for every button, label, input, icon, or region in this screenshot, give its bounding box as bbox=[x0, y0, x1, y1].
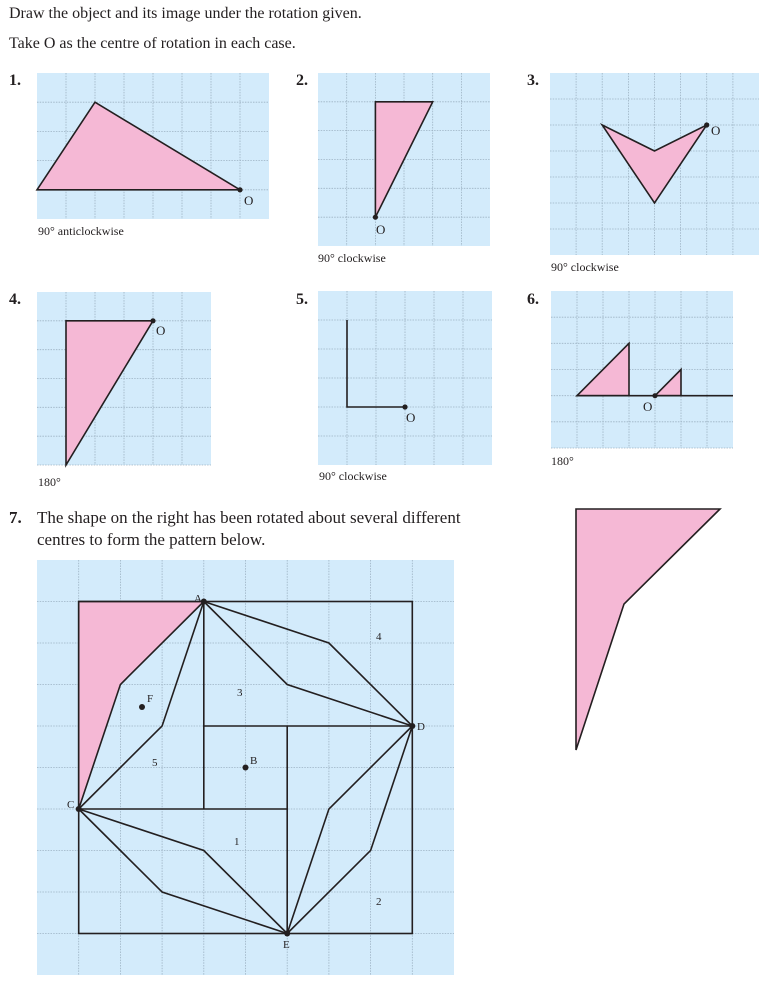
instruction-line-1: Draw the object and its image under the rotation given. bbox=[9, 5, 362, 22]
centre-label: O bbox=[156, 323, 166, 338]
question-7-number: 7. bbox=[9, 508, 22, 527]
question-7-text-line-2: centres to form the pattern below. bbox=[37, 530, 266, 549]
centre-label: O bbox=[406, 410, 416, 425]
point-f bbox=[139, 704, 145, 710]
question-6-number: 6. bbox=[527, 291, 539, 308]
label-d: D bbox=[417, 721, 425, 733]
question-3-rotation: 90° clockwise bbox=[551, 260, 619, 274]
question-7-pattern-grid bbox=[37, 560, 454, 975]
centre-label: O bbox=[643, 399, 653, 414]
centre-point-o bbox=[704, 122, 709, 127]
question-7-reference-shape bbox=[570, 505, 730, 755]
question-6-rotation: 180° bbox=[551, 454, 574, 468]
region-label-3: 3 bbox=[237, 687, 243, 699]
question-3-number: 3. bbox=[527, 72, 539, 89]
label-e: E bbox=[283, 939, 290, 951]
question-1-grid bbox=[37, 73, 269, 219]
question-3-grid bbox=[550, 73, 759, 255]
label-c: C bbox=[67, 799, 75, 811]
question-5-grid bbox=[318, 291, 492, 465]
label-f: F bbox=[147, 693, 154, 705]
region-label-2: 2 bbox=[376, 896, 382, 908]
point-b bbox=[243, 765, 249, 771]
centre-point-o bbox=[652, 393, 657, 398]
question-5-number: 5. bbox=[296, 291, 308, 308]
point-d bbox=[409, 723, 415, 729]
label-a: A bbox=[194, 593, 202, 605]
centre-point-o bbox=[402, 404, 407, 409]
question-5-rotation: 90° clockwise bbox=[319, 469, 387, 483]
point-c bbox=[76, 806, 82, 812]
region-label-1: 1 bbox=[234, 836, 240, 848]
region-label-4: 4 bbox=[376, 631, 382, 643]
centre-point-o bbox=[373, 215, 378, 220]
centre-label: O bbox=[244, 193, 254, 208]
reference-shape bbox=[576, 509, 720, 750]
question-1-number: 1. bbox=[9, 72, 21, 89]
question-2-rotation: 90° clockwise bbox=[318, 251, 386, 265]
question-4-number: 4. bbox=[9, 291, 21, 308]
region-label-5: 5 bbox=[152, 757, 158, 769]
centre-label: O bbox=[711, 123, 721, 138]
question-4-grid bbox=[37, 292, 211, 465]
question-2-grid bbox=[318, 73, 490, 246]
instruction-line-2: Take O as the centre of rotation in each case. bbox=[9, 35, 296, 52]
question-6-grid bbox=[551, 291, 733, 448]
centre-label: O bbox=[376, 222, 386, 237]
question-2-number: 2. bbox=[296, 72, 308, 89]
centre-point-o bbox=[150, 318, 155, 323]
centre-point-o bbox=[237, 187, 242, 192]
question-1-rotation: 90° anticlockwise bbox=[38, 224, 124, 238]
question-4-rotation: 180° bbox=[38, 475, 61, 489]
label-b: B bbox=[250, 755, 258, 767]
point-e bbox=[284, 931, 290, 937]
question-7-text-line-1: The shape on the right has been rotated about several different bbox=[37, 508, 461, 527]
